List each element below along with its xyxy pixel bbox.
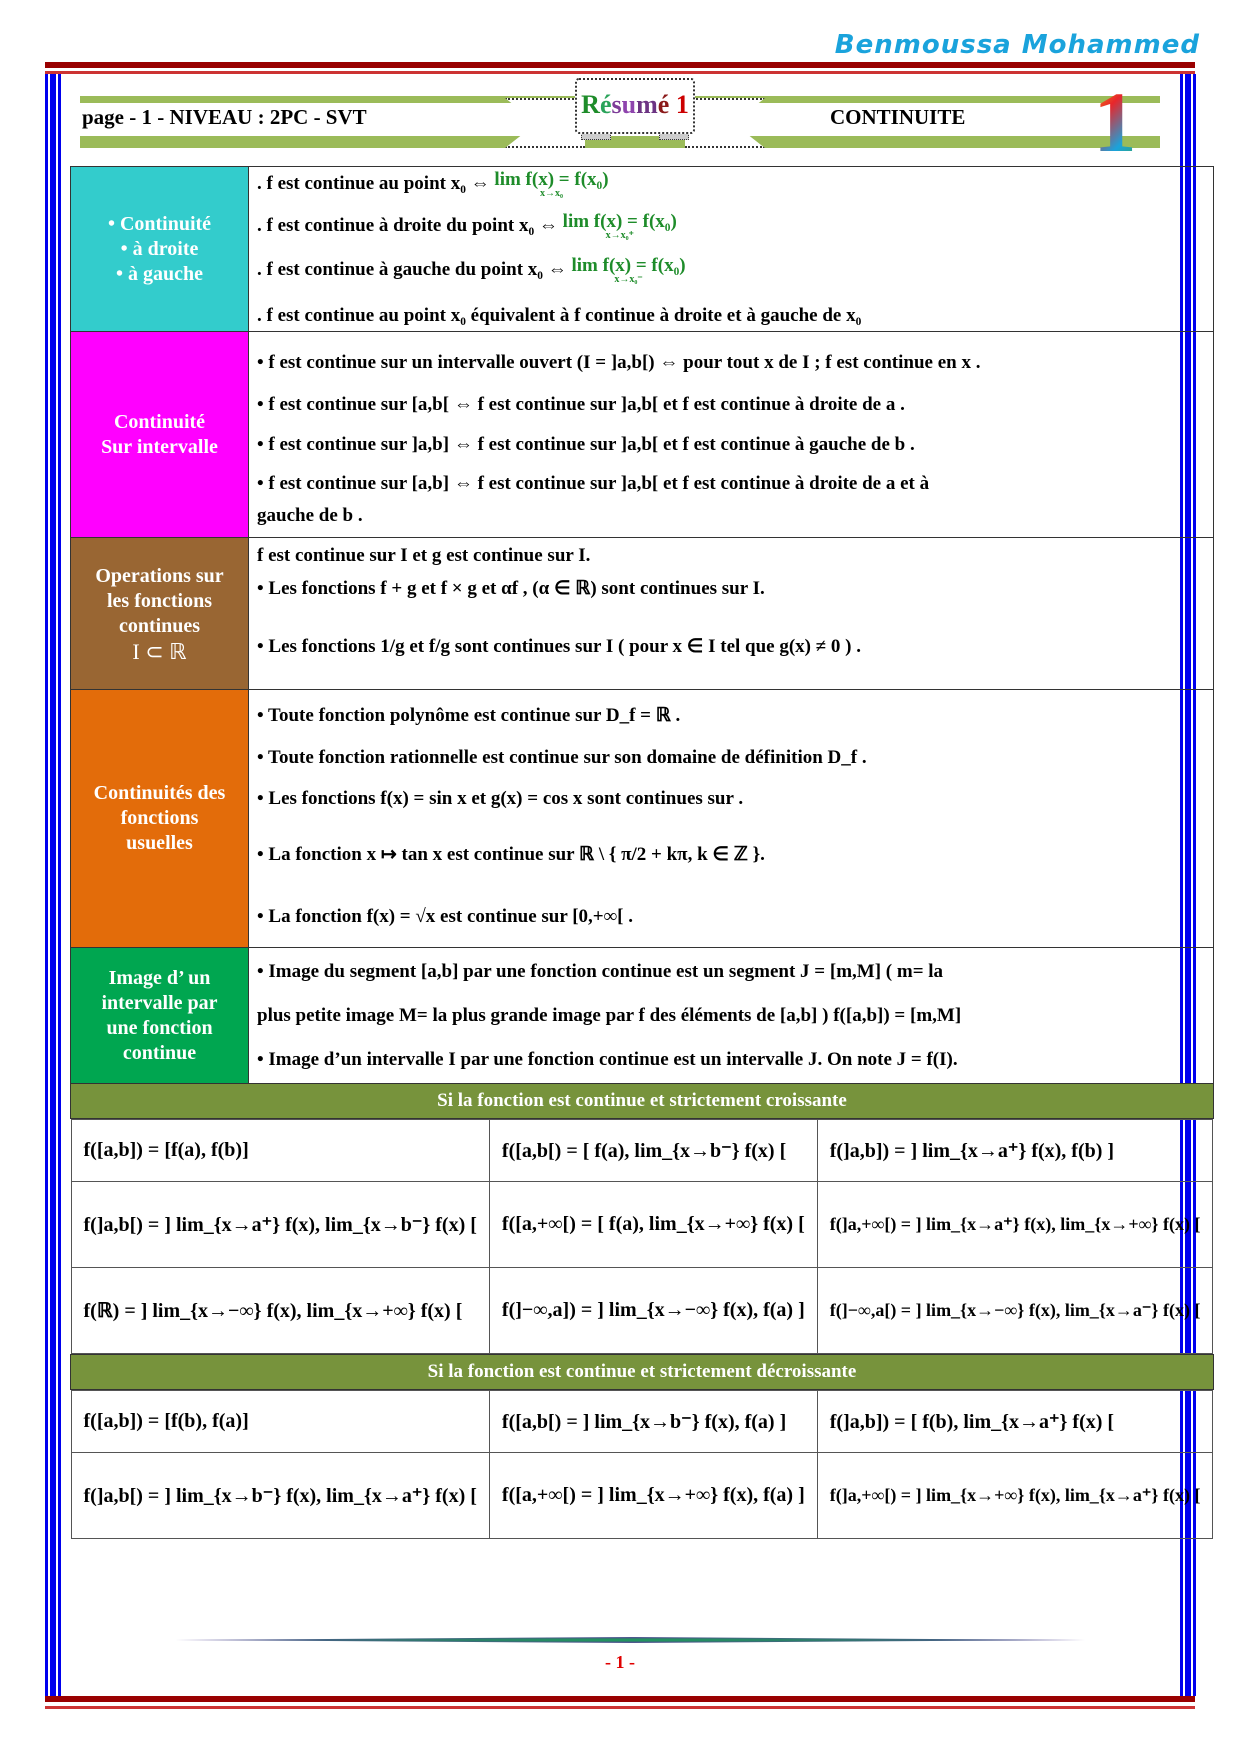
formula-cell: f([a,b]) = [f(b), f(a)] xyxy=(71,1391,489,1453)
table-row xyxy=(71,1182,1213,1268)
table-row xyxy=(71,1268,1213,1354)
bottom-rule-thin xyxy=(45,1706,1195,1709)
section-row-continuity-interval xyxy=(71,332,1214,538)
resume-ribbon xyxy=(505,78,765,148)
top-rule-thin xyxy=(45,71,1195,74)
formula-cell: f(]a,+∞[) = ] lim_{x→a⁺} f(x), lim_{x→+∞} f(x) [ xyxy=(817,1182,1213,1268)
summary-table xyxy=(70,166,1214,1539)
increasing-grid-row xyxy=(71,1119,1214,1355)
section-row-image-interval xyxy=(71,948,1214,1084)
section-content xyxy=(249,332,1214,538)
section-label: Continuités des fonctions usuelles xyxy=(71,690,249,948)
definition-line: • f est continue sur [a,b] ⇔ f est continue sur ]a,b[ et f est continue à droite de a et à xyxy=(257,472,930,494)
formula-cell: f([a,+∞[) = [ f(a), lim_{x→+∞} f(x) [ xyxy=(489,1182,817,1268)
section-content xyxy=(249,167,1214,332)
ribbon-title: Résumé 1 xyxy=(581,90,689,119)
decreasing-table xyxy=(71,1390,1214,1539)
section-content xyxy=(249,690,1214,948)
header-level: page - 1 - NIVEAU : 2PC - SVT xyxy=(82,105,367,129)
decreasing-section-title: Si la fonction est continue et strictement décroissante xyxy=(71,1355,1214,1390)
definition-line: . f est continue au point x₀ ⇔ lim f(x) = f(x₀) x→x₀ xyxy=(257,169,609,200)
formula-cell: f(ℝ) = ] lim_{x→−∞} f(x), lim_{x→+∞} f(x) [ xyxy=(71,1268,489,1354)
definition-line: • La fonction x ↦ tan x est continue sur ℝ \ { π/2 + kπ, k ∈ ℤ }. xyxy=(257,843,765,865)
formula-cell: f(]a,b]) = [ f(b), lim_{x→a⁺} f(x) [ xyxy=(817,1391,1213,1453)
formula-cell: f([a,b[) = [ f(a), lim_{x→b⁻} f(x) [ xyxy=(489,1120,817,1182)
formula-cell: f(]a,b[) = ] lim_{x→a⁺} f(x), lim_{x→b⁻} f(x) [ xyxy=(71,1182,489,1268)
formula-cell: f(]a,b[) = ] lim_{x→b⁻} f(x), lim_{x→a⁺} f(x) [ xyxy=(71,1453,489,1539)
formula-cell: f([a,b]) = [f(a), f(b)] xyxy=(71,1120,489,1182)
ribbon-box xyxy=(575,78,695,134)
header-chapter-title: CONTINUITE xyxy=(830,105,966,129)
table-row xyxy=(71,1120,1213,1182)
table-row xyxy=(71,1391,1213,1453)
definition-line: • Les fonctions f(x) = sin x et g(x) = cos x sont continues sur . xyxy=(257,787,744,809)
definition-line: • f est continue sur ]a,b] ⇔ f est continue sur ]a,b[ et f est continue à gauche de b . xyxy=(257,433,915,455)
footer-divider xyxy=(175,1637,1085,1643)
formula-cell: f([a,+∞[) = ] lim_{x→+∞} f(x), f(a) ] xyxy=(489,1453,817,1539)
definition-line: • Toute fonction rationnelle est continue sur son domaine de définition D_f . xyxy=(257,746,867,768)
definition-line: f est continue sur I et g est continue sur I. xyxy=(257,544,591,566)
section-row-usual-functions xyxy=(71,690,1214,948)
definition-line: • Image d’un intervalle I par une fonction continue est un intervalle J. On note J = f(I). xyxy=(257,1048,958,1070)
section-content xyxy=(249,948,1214,1084)
increasing-table xyxy=(71,1119,1214,1354)
definition-line: • La fonction f(x) = √x est continue sur [0,+∞[ . xyxy=(257,905,633,927)
definition-line: . f est continue à droite du point x₀ ⇔ lim f(x) = f(x₀) x→x₀⁺ xyxy=(257,211,677,242)
table-row xyxy=(71,1453,1213,1539)
decreasing-grid-row xyxy=(71,1390,1214,1540)
page-number: - 1 - xyxy=(605,1652,635,1672)
section-label: Image d’ un intervalle par une fonction continue xyxy=(71,948,249,1084)
formula-cell: f(]a,b]) = ] lim_{x→a⁺} f(x), f(b) ] xyxy=(817,1120,1213,1182)
definition-line: gauche de b . xyxy=(257,504,363,526)
section-label: • Continuité • à droite • à gauche xyxy=(71,167,249,332)
ribbon-wing-right xyxy=(685,98,765,148)
chapter-number-badge: 1 xyxy=(1085,82,1145,162)
top-rule xyxy=(45,62,1195,68)
section-content xyxy=(249,538,1214,690)
formula-cell: f(]−∞,a[) = ] lim_{x→−∞} f(x), lim_{x→a⁻} f(x) [ xyxy=(817,1268,1213,1354)
section-label: Continuité Sur intervalle xyxy=(71,332,249,538)
definition-line: • f est continue sur un intervalle ouvert (I = ]a,b[) ⇔ pour tout x de I ; f est continue en x . xyxy=(257,351,981,373)
section-row-operations xyxy=(71,538,1214,690)
definition-line: • Les fonctions f + g et f × g et αf , (α ∈ ℝ) sont continues sur I. xyxy=(257,577,765,599)
section-label: Operations sur les fonctions continues I ⊂ ℝ xyxy=(71,538,249,690)
bottom-rule xyxy=(45,1696,1195,1702)
definition-line: • f est continue sur [a,b[ ⇔ f est continue sur ]a,b[ et f est continue à droite de a . xyxy=(257,393,905,415)
formula-cell: f([a,b[) = ] lim_{x→b⁻} f(x), f(a) ] xyxy=(489,1391,817,1453)
author-signature: Benmoussa Mohammed xyxy=(834,30,1200,60)
ribbon-wing-left xyxy=(505,98,585,148)
left-frame-border xyxy=(45,74,61,1696)
definition-line: . f est continue à gauche du point x₀ ⇔ lim f(x) = f(x₀) x→x₀⁻ xyxy=(257,255,686,286)
formula-cell: f(]−∞,a]) = ] lim_{x→−∞} f(x), f(a) ] xyxy=(489,1268,817,1354)
increasing-header-row xyxy=(71,1084,1214,1119)
definition-line: . f est continue au point x₀ équivalent à f continue à droite et à gauche de x₀ xyxy=(257,305,862,326)
increasing-section-title: Si la fonction est continue et strictement croissante xyxy=(71,1084,1214,1119)
definition-line: • Toute fonction polynôme est continue sur D_f = ℝ . xyxy=(257,704,681,726)
definition-line: plus petite image M= la plus grande image par f des éléments de [a,b] ) f([a,b]) = [m,M] xyxy=(257,1004,962,1026)
definition-line: • Image du segment [a,b] par une fonction continue est un segment J = [m,M] ( m= la xyxy=(257,960,944,982)
section-row-continuity-point xyxy=(71,167,1214,332)
decreasing-header-row xyxy=(71,1355,1214,1390)
formula-cell: f(]a,+∞[) = ] lim_{x→+∞} f(x), lim_{x→a⁺} f(x) [ xyxy=(817,1453,1213,1539)
definition-line: • Les fonctions 1/g et f/g sont continues sur I ( pour x ∈ I tel que g(x) ≠ 0 ) . xyxy=(257,635,862,657)
